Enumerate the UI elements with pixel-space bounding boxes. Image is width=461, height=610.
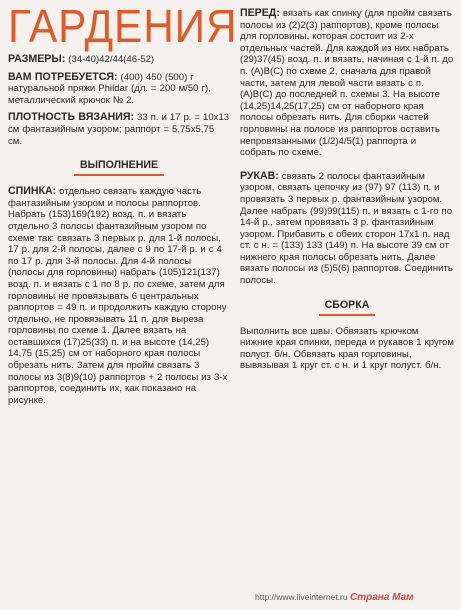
left-column (8, 0, 238, 412)
assembly-heading (240, 297, 454, 316)
assembly-paragraph (240, 326, 454, 372)
right-column (240, 8, 454, 378)
execution-heading (8, 157, 230, 176)
execution-heading-text: ВЫПОЛНЕНИЕ (74, 157, 164, 176)
sizes-paragraph (8, 54, 230, 66)
sleeve-paragraph (240, 171, 454, 287)
materials-label: ВАМ ПОТРЕБУЕТСЯ: (8, 70, 118, 83)
front-text: вязать как спинку (для пройм связать полосы из (2)2(3) раппортов), кроме полосы для горловины, которая состоит из 2-х отдельных частей. Для каждой из них набрать (29)37(45) возд. п. и вязать, начиная с 1-й п. до п. (A)B(C) по схеме 2, сначала для правой части, затем для левой части вязать с п. (A)B(C) до последней п. схемы 3. На высоте (14,25)14,25(17,25) см от наборного края полосы обрезать нить. Для сборки частей горловины на полосе из раппортов оставить непровязанными (1/2)4/5(1) раппорта и собрать по схеме. (240, 8, 454, 159)
back-text: отдельно связать каждую часть фантазийным узором и полосы раппортов. Набрать (153)169(192) возд. п. и вязать отдельно 3 полосы фантазийным узором по схеме так: связать 3 первых р. для 1-й полосы, 17 р. для 2-й полосы, далее с 9 по 17-й р. и с 4 по 17 р. для 3-й полосы. Для 4-й полосы (полосы для горловины) набрать (105)121(137) возд. п. и вязать с 1 по 8 р. по схеме, затем для горловины не провязывать 6 центральных раппортов = 49 п. и продолжить каждую сторону отдельно, не провязывать 11 п. для выреза горловины по схеме 1. Далее вязать на оставшихся (17)25(33) п. и на высоте (14,25) 14,75 (15,25) см от наборного края полосы обрезать нить. Затем для пройм связать 3 полосы из 3(8)9(10) раппортов + 2 полосы из 3-х раппортов, соединить их, как показано на рисунке. (8, 186, 228, 406)
back-paragraph (8, 186, 230, 406)
materials-paragraph (8, 72, 230, 107)
watermark-footer (255, 592, 461, 603)
assembly-heading-text: СБОРКА (319, 297, 376, 316)
density-paragraph (8, 112, 230, 147)
front-paragraph (240, 8, 454, 159)
footer-url: http://www.liveinternet.ru (255, 592, 348, 602)
sizes-label: РАЗМЕРЫ: (8, 53, 66, 65)
front-label: ПЕРЕД: (240, 7, 280, 19)
sizes-value: (34-40)42/44(46-52) (65, 54, 155, 65)
back-label: СПИНКА: (8, 185, 57, 198)
sleeve-label: РУКАВ: (240, 169, 279, 182)
materials-text: (400) 450 (500) г натуральной пряжи Phildar (дл. = 200 м/50 г), металлический крючок № 2. (8, 71, 211, 106)
density-text: 33 п. и 17 р. = 10x13 см фантазийным узором; раппорт = 5,75x5,75 см. (8, 112, 230, 147)
page-title: ГАРДЕНИЯ (8, 0, 238, 52)
density-label: ПЛОТНОСТЬ ВЯЗАНИЯ: (8, 111, 135, 124)
assembly-text: Выполнить все швы. Обвязать крючком нижние края спинки, переда и рукавов 1 кругом полуст. б/н. Обвязать края горловины, вывязывая 1 круг ст. с н. и 1 круг полуст. б/н. (240, 325, 455, 372)
footer-brand: Страна Мам (349, 592, 414, 603)
sleeve-text: связать 2 полосы фантазийным узором, связать цепочку из (97) 97 (113) п. и провязать 3 первых р. фантазийным узором. Далее набрать (99)99(115) п. и вязать с 1-го по 14-й р., затем провязать 3 р. фантазийным узором. Прибавить с обеих сторон 17x1 п. над ст. с н. = (133) 133 (149) п. На высоте 39 см от нижнего края полосы обрезать нить. Далее вязать полосы из (5)5(6) раппортов. Соединить полосы. (240, 170, 453, 287)
